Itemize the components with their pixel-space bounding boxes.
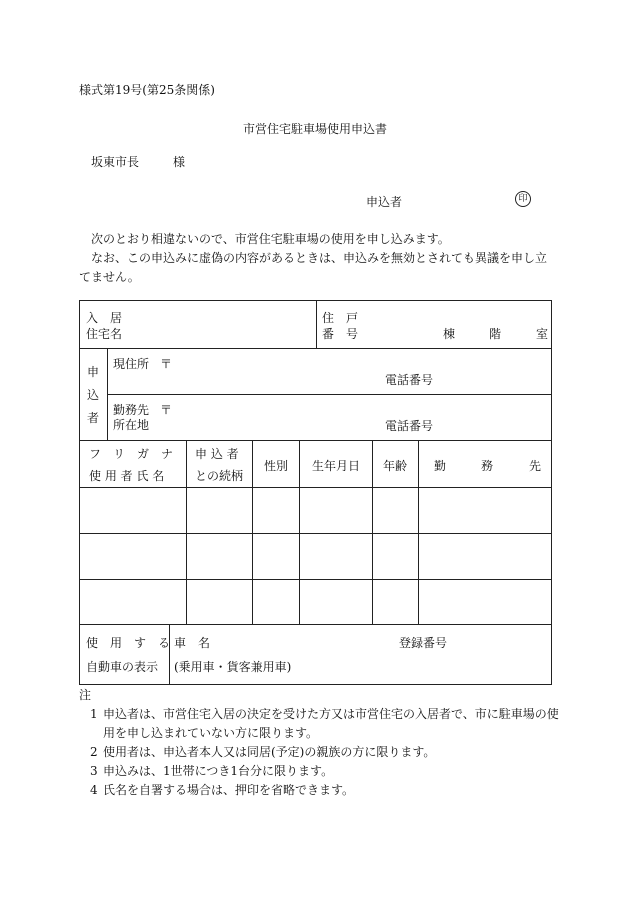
workplace-phone-label: 電話番号	[385, 419, 434, 433]
note-item	[82, 762, 559, 781]
note-text: 使用者は、申込者本人又は同居(予定)の親族の方に限ります。	[103, 745, 436, 759]
note-number: 4	[90, 783, 98, 797]
note-number: 1	[90, 707, 98, 721]
workplace-label-1: 勤務先	[113, 403, 150, 417]
header-birthdate: 生年月日	[312, 459, 361, 473]
phone-label: 電話番号	[385, 373, 434, 387]
body-paragraph-2: なお、この申込みに虚偽の内容があるときは、申込みを無効とされても異議を申し立てません。	[79, 251, 548, 284]
car-type-label: (乗用車・貨客兼用車)	[174, 660, 292, 674]
note-item	[82, 705, 559, 743]
body-paragraph-1: 次のとおり相違ないので、市営住宅駐車場の使用を申し込みます。	[91, 232, 450, 246]
car-name-label: 車 名	[174, 636, 211, 650]
document-title: 市営住宅駐車場使用申込書	[242, 122, 387, 136]
notes-title: 注	[79, 688, 92, 702]
header-relation-1: 申 込 者	[195, 447, 239, 461]
room-label: 室	[536, 327, 549, 341]
current-address-label: 現住所	[113, 357, 150, 371]
header-work-2: 務	[481, 459, 494, 473]
note-item	[82, 781, 559, 800]
body-text	[79, 230, 553, 287]
header-user-name: 使 用 者 氏 名	[89, 469, 165, 483]
seal-mark: 印	[515, 191, 531, 207]
residence-label-2: 住宅名	[86, 327, 123, 341]
workplace-label-2: 所在地	[113, 418, 150, 432]
postal-mark: 〒	[160, 357, 173, 371]
addressee-name: 坂東市長	[91, 155, 140, 169]
notes-list	[79, 705, 559, 800]
note-number: 2	[90, 745, 98, 759]
unit-label-1: 住 戸	[322, 311, 359, 325]
note-text: 申込みは、1世帯につき1台分に限ります。	[103, 764, 334, 778]
applicant-vertical-3: 者	[87, 411, 100, 425]
registration-label: 登録番号	[399, 636, 448, 650]
vehicle-label-1: 使 用 す る	[86, 636, 171, 650]
floor-label: 階	[489, 327, 502, 341]
addressee	[91, 153, 185, 170]
form-number: 様式第19号(第25条関係)	[79, 83, 215, 97]
note-number: 3	[90, 764, 98, 778]
workplace-postal-mark: 〒	[160, 403, 173, 417]
addressee-honorific: 様	[173, 155, 186, 169]
header-furigana: フ リ ガ ナ	[89, 447, 174, 461]
header-sex: 性別	[264, 459, 289, 473]
applicant-label: 申込者	[366, 195, 403, 209]
building-label: 棟	[443, 327, 456, 341]
note-item	[82, 743, 559, 762]
header-relation-2: との続柄	[195, 469, 244, 483]
applicant-vertical-1: 申	[87, 365, 100, 379]
header-work-1: 勤	[434, 459, 447, 473]
header-work-3: 先	[529, 459, 542, 473]
applicant-vertical-2: 込	[87, 388, 100, 402]
notes	[79, 686, 559, 800]
vehicle-label-2: 自動車の表示	[86, 660, 159, 674]
residence-label-1: 入 居	[86, 311, 123, 325]
note-text: 氏名を自署する場合は、押印を省略できます。	[103, 783, 355, 797]
unit-label-2: 番 号	[322, 327, 359, 341]
application-table	[79, 300, 552, 685]
header-age: 年齢	[383, 459, 408, 473]
note-text: 申込者は、市営住宅入居の決定を受けた方又は市営住宅の入居者で、市に駐車場の使用を申し込まれていない方に限ります。	[103, 707, 559, 740]
